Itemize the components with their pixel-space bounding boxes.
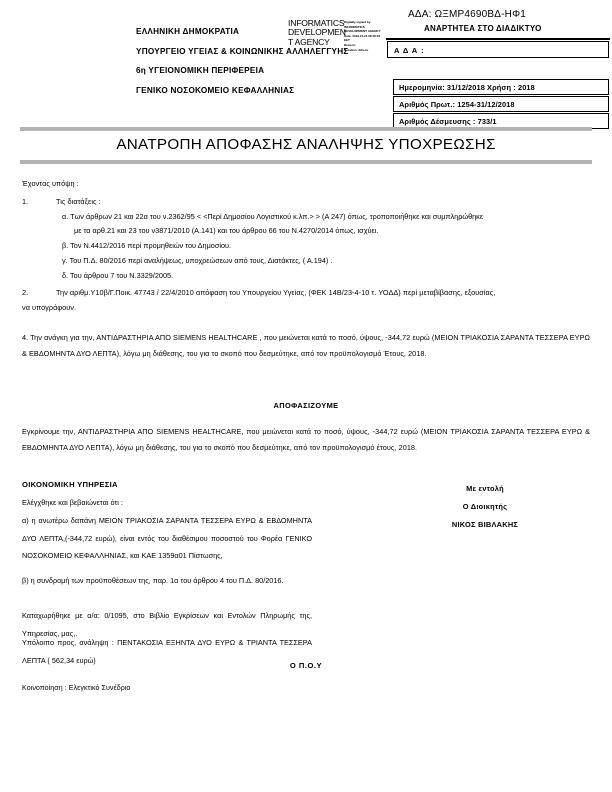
publication-notice: ΑΝΑΡΤΗΤΕΑ ΣΤΟ ΔΙΑΔΙΚΤΥΟ	[424, 24, 542, 33]
legal-item-1a-line1: α. Των άρθρων 21 και 22α του ν.2362/95 < <Περί Δημοσίου Λογιστικού κ.λπ.> > (Α 247) όπως, τροποποιήθηκε και συμπληρώθηκε	[62, 212, 484, 221]
title-rule-bottom	[20, 160, 592, 164]
org-line-republic: ΕΛΛΗΝΙΚΗ ΔΗΜΟΚΡΑΤΙΑ	[136, 27, 240, 36]
remaining-balance-line: Υπόλοιπο προς, ανάληψη : ΠΕΝΤΑΚΟΣΙΑ ΕΞΗΝΤΑ ΔΥΟ ΕΥΡΩ & ΤΡΙΑΝΤΑ ΤΕΣΣΕΡΑ ΛΕΠΤΑ ( 562,34 ευρώ)	[22, 638, 312, 665]
org-line-health-region: 6η ΥΓΕΙΟΝΟΜΙΚΗ ΠΕΡΙΦΕΡΕΙΑ	[136, 66, 265, 75]
legal-item-1-index: 1.	[22, 197, 29, 206]
decision-paragraph: Εγκρίνουμε την, ΑΝΤΙΔΡΑΣΤΗΡΙΑ ΑΠΟ SIEMENS HEALTHCARE, που μειώνεται κατά το ποσό, ύψους, -344,72 ευρώ (ΜΕΙΟΝ ΤΡΙΑΚΟΣΙΑ ΣΑΡΑΝΤΑ ΤΕΣΣΕΡΑ ΕΥΡΩ & ΕΒΔΟΜΗΝΤΑ ΔΥΟ ΛΕΠΤΑ), λόγω μη διάθεσης, του για το σκοπό που δεσμεύτηκε, από τον προϋπολογισμό έτους, 2018.	[22, 427, 590, 453]
commitment-number-text: Αριθμός Δέσμευσης : 733/1	[399, 117, 497, 127]
verification-line: Ελέγχθηκε και βεβαιώνεται ότι :	[22, 498, 123, 507]
governor-role-label: Ο Διοικητής	[462, 502, 508, 511]
signature-detail-location: Location: Athens	[344, 47, 369, 52]
notification-line: Κοινοποίηση : Ελεγκτικό Συνέδριο	[22, 684, 131, 692]
legal-item-2-index: 2.	[22, 288, 29, 297]
registration-line: Καταχωρήθηκε με α/α: 0/1095, στο Βιβλίο Εγκρίσεων και Εντολών Πληρωμής της, Υπηρεσίας, μας,.	[22, 611, 312, 638]
document-header	[0, 0, 612, 126]
ada-field-box	[387, 41, 609, 58]
header-divider-rule	[386, 38, 610, 40]
protocol-number-text: Αριθμός Πρωτ.: 1254-31/12/2018	[399, 100, 515, 110]
signature-detail-timezone: EET	[344, 38, 350, 43]
legal-item-2	[22, 286, 495, 301]
signature-agency-line-1: INFORMATICS	[288, 19, 345, 28]
ada-field-label: Α Δ Α :	[394, 45, 425, 55]
decision-heading: ΑΠΟΦΑΣΙΖΟΥΜΕ	[273, 401, 339, 410]
legal-item-1b: β. Τον Ν.4412/2016 περί προμηθειών του Δημοσίου.	[62, 241, 232, 250]
legal-item-1-text: Τις διατάξεις :	[56, 197, 101, 206]
signature-detail-signed-by: Digitally signed by	[344, 20, 371, 24]
legal-item-2-line1: Την αριθμ.Υ10β/Γ.Ποικ. 47743 / 22/4/2010 απόφαση του Υπουργείου Υγείας, (ΦΕΚ 14Β/23-4-10 τ. ΥΟΔΔ) περί μεταβίβασης, εξουσίας,	[56, 288, 496, 297]
legal-item-2-line2: να υπογράφουν.	[22, 303, 77, 312]
signature-agency-line-3: T AGENCY	[288, 36, 330, 47]
signature-agency-line-2: DEVELOPMEN	[288, 27, 346, 38]
signature-detail-org-2: DEVELOPMENT AGENCY	[344, 29, 381, 34]
by-order-label: Με εντολή	[466, 484, 504, 493]
need-paragraph: 4. Την ανάγκη για την, ΑΝΤΙΔΡΑΣΤΗΡΙΑ ΑΠΟ SIEMENS HEALTHCARE , που μειώνεται κατά το ποσό, ύψους, -344,72 ευρώ (ΜΕΙΟΝ ΤΡΙΑΚΟΣΙΑ ΣΑΡΑΝΤΑ ΤΕΣΣΕΡΑ ΕΥΡΩ & ΕΒΔΟΜΗΝΤΑ ΔΥΟ ΛΕΠΤΑ), λόγω μη διάθεσης, του για το σκοπό που δεσμεύτηκε, από τον προϋπολογισμό Έτους, 2018.	[22, 333, 590, 359]
digital-signature-stamp	[288, 19, 392, 57]
financial-point-b: β) η συνδρομή των προϋποθέσεων της, παρ. 1α του άρθρου 4 του Π.Δ. 80/2016.	[22, 576, 284, 585]
legal-item-1	[22, 195, 101, 210]
financial-point-a: α) η ανωτέρω δαπάνη ΜΕΙΟΝ ΤΡΙΑΚΟΣΙΑ ΣΑΡΑΝΤΑ ΤΕΣΣΕΡΑ ΕΥΡΩ & ΕΒΔΟΜΗΝΤΑ ΔΥΟ ΛΕΠΤΑ,(-344,72 ευρώ), είναι εντός του διαθέσιμου ποσοστού του Φορέα ΓΕΝΙΚΟ ΝΟΣΟΚΟΜΕΙΟ ΚΕΦΑΛΛΗΝΙΑΣ, και ΚΑΕ 1359α01 Πίστωσης,	[22, 516, 312, 561]
org-line-hospital: ΓΕΝΙΚΟ ΝΟΣΟΚΟΜΕΙΟ ΚΕΦΑΛΛΗΝΙΑΣ	[136, 85, 295, 95]
financial-service-heading: ΟΙΚΟΝΟΜΙΚΗ ΥΠΗΡΕΣΙΑ	[22, 480, 118, 489]
legal-item-1c: γ. Του Π.Δ. 80/2016 περί αναλήψεως, υποχρεώσεων από τους, Διατάκτες, ( Α.194) .	[62, 256, 333, 265]
governor-name: ΝΙΚΟΣ ΒΙΒΛΑΚΗΣ	[451, 520, 519, 529]
protocol-number-box	[393, 96, 609, 112]
ada-code: ΑΔΑ: ΩΞΜΡ4690ΒΔ-ΗΦ1	[408, 9, 527, 20]
preamble-text: Έχοντας υπόψη :	[22, 179, 79, 188]
signature-detail-date: Date: 2019.01.21 08:48:23	[344, 33, 381, 38]
org-line-ministry: ΥΠΟΥΡΓΕΙΟ ΥΓΕΙΑΣ & ΚΟΙΝΩΝΙΚΗΣ ΑΛΛΗΛΕΓΓΥΗΣ	[136, 46, 349, 56]
date-text: Ημερομηνία: 31/12/2018 Χρήση : 2018	[399, 83, 535, 93]
signature-detail-reason: Reason:	[344, 43, 356, 47]
legal-item-1d: δ. Του άρθρου 7 του Ν.3329/2005.	[62, 271, 174, 280]
financial-officer-label: Ο Π.Ο.Υ	[289, 661, 323, 670]
date-box	[393, 79, 609, 95]
page-title: ΑΝΑΤΡΟΠΗ ΑΠΟΦΑΣΗΣ ΑΝΑΛΗΨΗΣ ΥΠΟΧΡΕΩΣΗΣ	[116, 136, 496, 153]
title-rule-top	[20, 127, 592, 131]
legal-item-1a-line2: με τα αρθ.21 και 23 του ν3871/2010 (Α.141) και του άρθρου 66 του Ν.4270/2014 όπως, ισχύει.	[74, 226, 379, 235]
signature-detail-org-1: INFORMATICS	[344, 24, 365, 29]
